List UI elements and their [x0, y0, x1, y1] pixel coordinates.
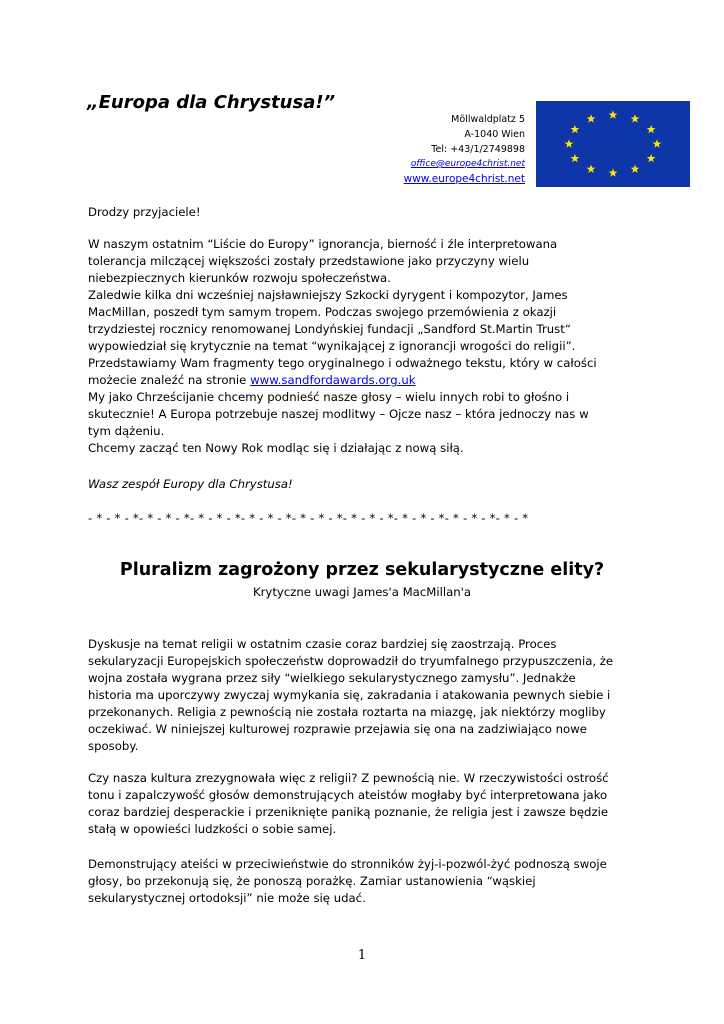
flag-star [609, 110, 618, 118]
article-subtitle: Krytyczne uwagi James'a MacMillan'a [252, 585, 472, 599]
letter-line: Zaledwie kilka dni wcześniej najsławniejszy Szkocki dyrygent i kompozytor, James [88, 288, 568, 302]
website-link[interactable]: www.europe4christ.net [403, 173, 525, 185]
letter-line: Przedstawiamy Wam fragmenty tego oryginalnego i odważnego tekstu, który w całości [88, 356, 597, 370]
flag-star [631, 165, 640, 173]
flag-star [571, 154, 580, 162]
letter-line: trzydziestej rocznicy renomowanej Londyńskiej fundacji „Sandford St.Martin Trust“ [88, 322, 571, 336]
eu-flag-stars [536, 101, 690, 187]
article-paragraph [88, 636, 640, 755]
email-link[interactable]: office@europe4christ.net [410, 159, 525, 169]
article-paragraph [88, 856, 640, 907]
letter-line: My jako Chrześcijanie chcemy podnieść nasze głosy – wielu innych robi to głośno i [88, 390, 570, 404]
paragraph-line: tonu i zapalczywość głosów demonstrujących ateistów mogłaby być interpretowana jako [88, 788, 608, 802]
paragraph-line: Demonstrujący ateiści w przeciwieństwie do stronników żyj-i-pozwól-żyć podnoszą swoje [88, 857, 607, 871]
flag-star [571, 125, 580, 133]
paragraph-line: przekonanych. Religia z pewnością nie została roztarta na miazgę, jak niektórzy mogliby [88, 705, 606, 719]
letter-line: tolerancja milczącej większości zostały przedstawione jako przyczyny wielu [88, 254, 530, 268]
paragraph-line: sposoby. [88, 739, 139, 753]
paragraph-line: Czy nasza kultura zrezygnowała więc z religii? Z pewnością nie. W rzeczywistości ostrość [88, 771, 609, 785]
flag-star [609, 168, 618, 176]
address-city: A-1040 Wien [464, 129, 525, 140]
paragraph-line: sekularystycznej ortodoksji” nie może się udać. [88, 891, 366, 905]
letter-line: W naszym ostatnim “Liście do Europy” ignorancja, bierność i źle interpretowana [88, 237, 558, 251]
letter-greeting: Drodzy przyjaciele! [88, 205, 201, 219]
link-prefix: możecie znaleźć na stronie [88, 373, 251, 387]
sandford-awards-link[interactable]: www.sandfordawards.org.uk [250, 373, 416, 387]
article-paragraph [88, 770, 640, 838]
letter-line: Chcemy zacząć ten Nowy Rok modląc się i działając z nową siłą. [88, 441, 464, 455]
flag-star [647, 125, 656, 133]
contact-block [404, 112, 525, 187]
phone-number: Tel: +43/1/2749898 [431, 144, 525, 155]
paragraph-line: oczekiwać. W niniejszej kulturowej rozprawie przejawia się ona na zadziwiająco nowe [88, 722, 587, 736]
paragraph-line: coraz bardziej desperackie i przeniknięte paniką poznanie, że religia jest i zawsze będzie [88, 805, 609, 819]
letter-link-line [88, 372, 640, 389]
flag-star [565, 139, 574, 147]
paragraph-line: wojna została wygrana przez siły “wielkiego sekularystycznego zamysłu”. Jednakże [88, 671, 576, 685]
paragraph-line: głosy, bo przekonują się, że ponoszą porażkę. Zamiar ustanowienia “wąskiej [88, 874, 536, 888]
flag-star [587, 165, 596, 173]
eu-flag-logo [536, 101, 690, 187]
letter-line: tym dążeniu. [88, 424, 165, 438]
paragraph-line: stałą w opowieści ludzkości o sobie samej. [88, 822, 337, 836]
page-number: 1 [357, 948, 367, 963]
address-street: Möllwaldplatz 5 [451, 114, 525, 125]
letter-line: wypowiedział się krytycznie na temat “wynikającej z ignorancji wrogości do religii”. [88, 339, 576, 353]
paragraph-line: sekularyzacji Europejskich społeczeństw doprowadził do tryumfalnego przypuszczenia, że [88, 654, 614, 668]
paragraph-line: historia ma uporczywy zwyczaj wymykania się, zakradania i atakowania pewnych siebie i [88, 688, 611, 702]
article-title: Pluralizm zagrożony przez sekularystyczne elity? [119, 560, 605, 580]
section-separator: - * - * - *- * - * - *- * - * - *- * - * - *- * - * - *- * - * - *- * - * - *- * - * - *- * - * [88, 511, 529, 525]
letter-signature: Wasz zespół Europy dla Chrystusa! [88, 477, 293, 491]
flag-star [587, 114, 596, 122]
flag-star [647, 154, 656, 162]
letter-line: MacMillan, poszedł tym samym tropem. Podczas swojego przemówienia z okazji [88, 305, 557, 319]
letter-body [88, 236, 640, 457]
organization-title: „Europa dla Chrystusa!” [87, 92, 336, 113]
flag-star [653, 139, 662, 147]
letter-line: niebezpiecznych kierunków rozwoju społeczeństwa. [88, 271, 391, 285]
paragraph-line: Dyskusje na temat religii w ostatnim czasie coraz bardziej się zaostrzają. Proces [88, 637, 557, 651]
flag-star [631, 114, 640, 122]
letter-line: skutecznie! A Europa potrzebuje naszej modlitwy – Ojcze nasz – która jednoczy nas w [88, 407, 589, 421]
